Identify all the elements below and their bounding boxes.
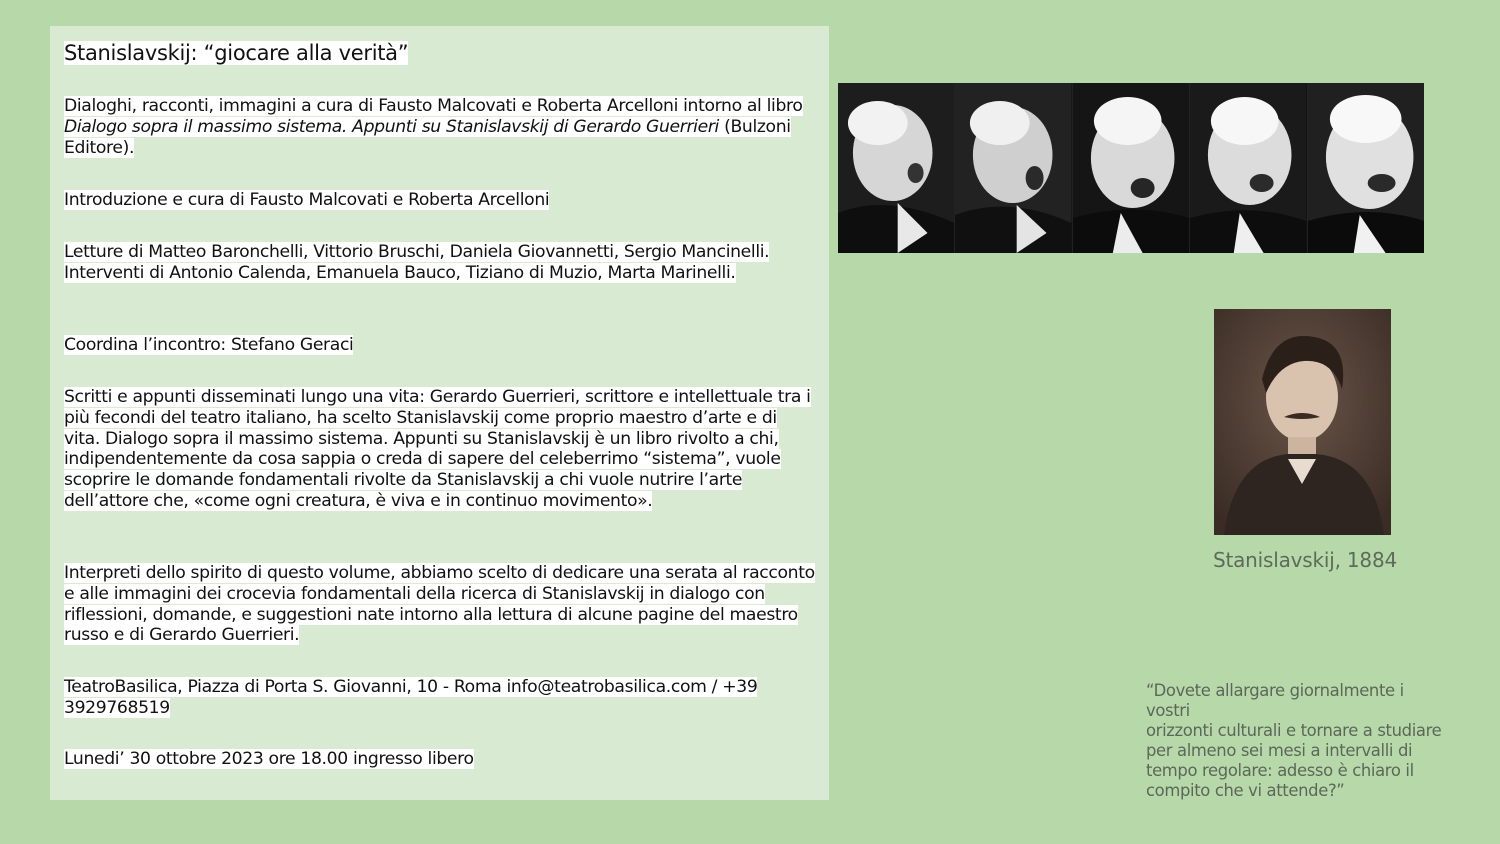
- event-title: Stanislavskij: “giocare alla verità”: [64, 41, 409, 65]
- quote-block: [1146, 681, 1466, 801]
- moderator-paragraph: Coordina l’incontro: Stefano Geraci: [64, 335, 354, 355]
- quote-line: “Dovete allargare giornalmente i: [1146, 681, 1404, 700]
- readings-paragraph: Letture di Matteo Baronchelli, Vittorio Bruschi, Daniela Giovannetti, Sergio Mancinelli. Interventi di Antonio Calenda, Emanuela Bauco, Tiziano di Muzio, Marta Marinelli.: [64, 242, 770, 283]
- photo-frame: [1073, 83, 1190, 253]
- quote-line: compito che vi attende?”: [1146, 781, 1345, 800]
- portrait-caption: Stanislavskij, 1884: [1212, 548, 1398, 572]
- quote-line: tempo regolare: adesso è chiaro il: [1146, 761, 1414, 780]
- quote-line: orizzonti culturali e tornare a studiare: [1146, 721, 1442, 740]
- purpose-paragraph: Interpreti dello spirito di questo volume, abbiamo scelto di dedicare una serata al racconto e alle immagini dei crocevia fondamentali della ricerca di Stanislavskij in dialogo con riflessioni, domande, e suggestioni nate intorno alla lettura di alcune pagine del maestro russo e di Gerardo Guerrieri.: [64, 563, 815, 646]
- description-paragraph: Scritti e appunti disseminati lungo una vita: Gerardo Guerrieri, scrittore e intellettuale tra i più fecondi del teatro italiano, ha scelto Stanislavskij come proprio maestro d’arte e di vita. Dialogo sopra il massimo sistema. Appunti su Stanislavskij è un libro rivolto a chi, indipendentemente da cosa sappia o creda di sapere del celeberrimo “sistema”, vuole scoprire le domande fondamentali rivolte da Stanislavskij a chi vuole nutrire l’arte dell’attore che, «come ogni creatura, è viva e in continuo movimento».: [64, 387, 811, 511]
- photo-frame: [838, 83, 955, 253]
- photo-frame: [1190, 83, 1307, 253]
- photo-frame: [1308, 83, 1424, 253]
- intro-paragraph: Dialoghi, racconti, immagini a cura di Fausto Malcovati e Roberta Arcelloni intorno al libro Dialogo sopra il massimo sistema. Appunti su Stanislavskij di Gerardo Guerrieri (Bulzoni Editore).: [64, 96, 803, 158]
- quote-line: per almeno sei mesi a intervalli di: [1146, 741, 1413, 760]
- photo-frame: [955, 83, 1072, 253]
- venue-paragraph: TeatroBasilica, Piazza di Porta S. Giovanni, 10 - Roma info@teatrobasilica.com / +39 3929768519: [64, 677, 758, 718]
- quote-line: vostri: [1146, 701, 1190, 720]
- stanislavskij-portrait: [1214, 309, 1391, 535]
- laughing-photo-strip: [838, 83, 1424, 253]
- curators-paragraph: Introduzione e cura di Fausto Malcovati e Roberta Arcelloni: [64, 190, 550, 210]
- book-title: Dialogo sopra il massimo sistema. Appunti su Stanislavskij di Gerardo Guerrieri: [64, 116, 719, 137]
- date-paragraph: Lunedi’ 30 ottobre 2023 ore 18.00 ingresso libero: [64, 749, 474, 769]
